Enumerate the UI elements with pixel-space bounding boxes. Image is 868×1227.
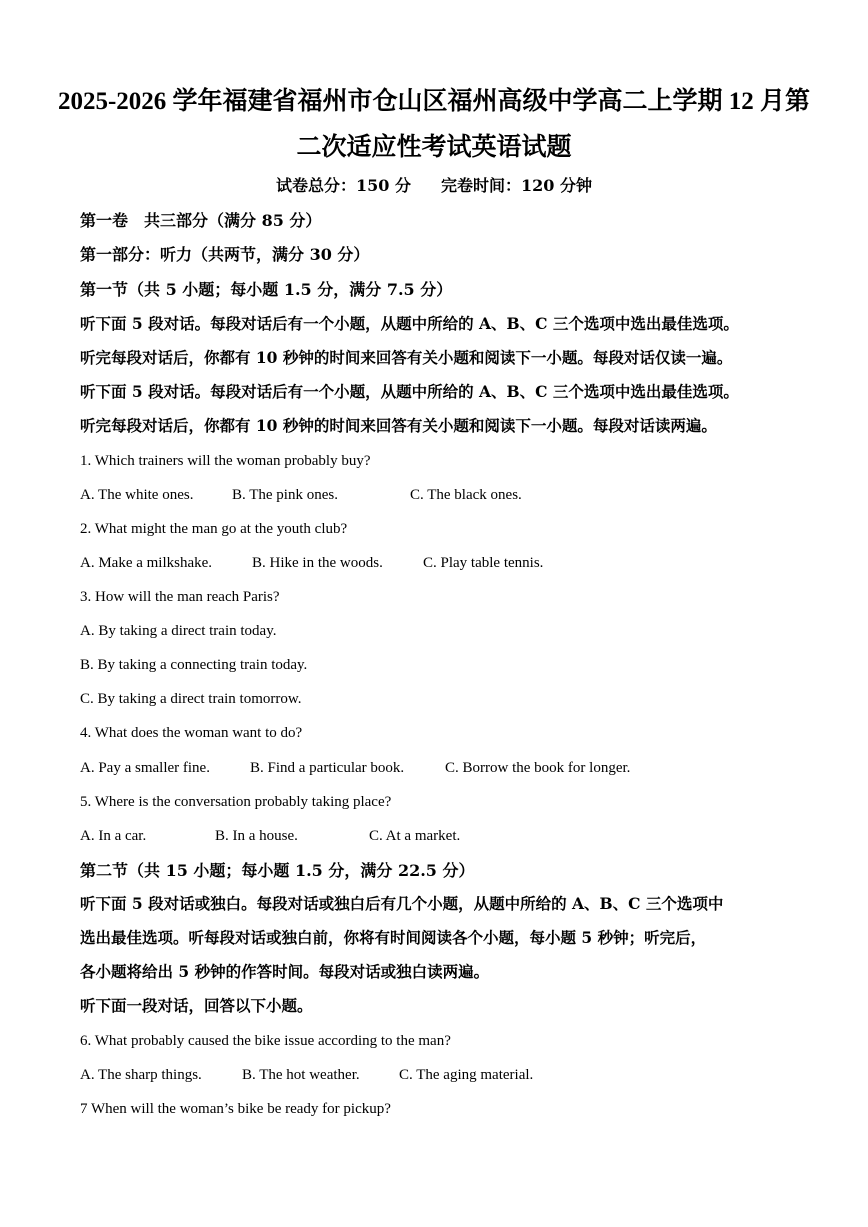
option-c: C. Play table tennis. [423,555,544,571]
option-b: B. In a house. [215,828,298,844]
instruction-line: 听下面 5 段对话。每段对话后有一个小题，从题中所给的 A、B、C 三个选项中选出最佳选项。 [80,382,739,401]
option-b: B. By taking a connecting train today. [80,657,308,673]
instruction-line: 听完每段对话后，你都有 10 秒钟的时间来回答有关小题和阅读下一小题。每段对话读两遍。 [80,416,717,435]
question-stem: 1. Which trainers will the woman probably buy? [80,453,371,469]
option-a: A. Pay a smaller fine. [80,760,210,776]
exam-meta [0,176,868,196]
instruction-line: 听完每段对话后，你都有 10 秒钟的时间来回答有关小题和阅读下一小题。每段对话仅读一遍。 [80,348,733,367]
option-c: C. The aging material. [399,1067,534,1083]
option-a: A. Make a milkshake. [80,555,213,571]
question-stem: 4. What does the woman want to do? [80,725,303,741]
option-b: B. The hot weather. [242,1067,360,1083]
question-options [80,1066,800,1084]
total-score: 试卷总分：150 分 [276,176,411,195]
question-stem: 2. What might the man go at the youth club? [80,521,348,537]
option-c: C. The black ones. [410,487,522,503]
option-b: B. The pink ones. [232,487,338,503]
exam-title-line-1: 2025-2026 学年福建省福州市仓山区福州高级中学高二上学期 12 月第 [57,88,811,115]
option-c: C. By taking a direct train tomorrow. [80,691,302,707]
question-options [80,486,800,504]
question-stem: 3. How will the man reach Paris? [80,589,280,605]
instruction-line: 听下面 5 段对话或独白。每段对话或独白后有几个小题，从题中所给的 A、B、C 三个选项中 [80,894,724,913]
instruction-line: 各小题将给出 5 秒钟的作答时间。每段对话或独白读两遍。 [80,962,490,981]
option-b: B. Hike in the woods. [252,555,383,571]
volume-heading: 第一卷 共三部分（满分 85 分） [80,211,322,230]
instruction-line: 选出最佳选项。听每段对话或独白前，你将有时间阅读各个小题，每小题 5 秒钟；听完后， [80,928,707,947]
question-stem: 6. What probably caused the bike issue according to the man? [80,1033,451,1049]
option-b: B. Find a particular book. [250,760,405,776]
option-a: A. In a car. [80,828,147,844]
option-c: C. At a market. [369,828,461,844]
instruction-line: 听下面一段对话，回答以下小题。 [80,996,313,1015]
question-stem: 5. Where is the conversation probably taking place? [80,794,392,810]
instruction-line: 听下面 5 段对话。每段对话后有一个小题，从题中所给的 A、B、C 三个选项中选出最佳选项。 [80,314,739,333]
question-stem: 7 When will the woman’s bike be ready for pickup? [80,1101,391,1117]
exam-title-line-2: 二次适应性考试英语试题 [296,134,572,161]
question-options [80,554,800,572]
option-a: A. By taking a direct train today. [80,623,277,639]
exam-duration: 完卷时间：120 分钟 [441,176,592,195]
option-c: C. Borrow the book for longer. [445,760,631,776]
section-2-heading: 第二节（共 15 小题；每小题 1.5 分，满分 22.5 分） [80,861,475,880]
question-options [80,759,800,777]
question-options [80,827,800,845]
option-a: A. The white ones. [80,487,194,503]
section-1-heading: 第一节（共 5 小题；每小题 1.5 分，满分 7.5 分） [80,280,453,299]
part-heading: 第一部分：听力（共两节，满分 30 分） [80,245,370,264]
option-a: A. The sharp things. [80,1067,202,1083]
